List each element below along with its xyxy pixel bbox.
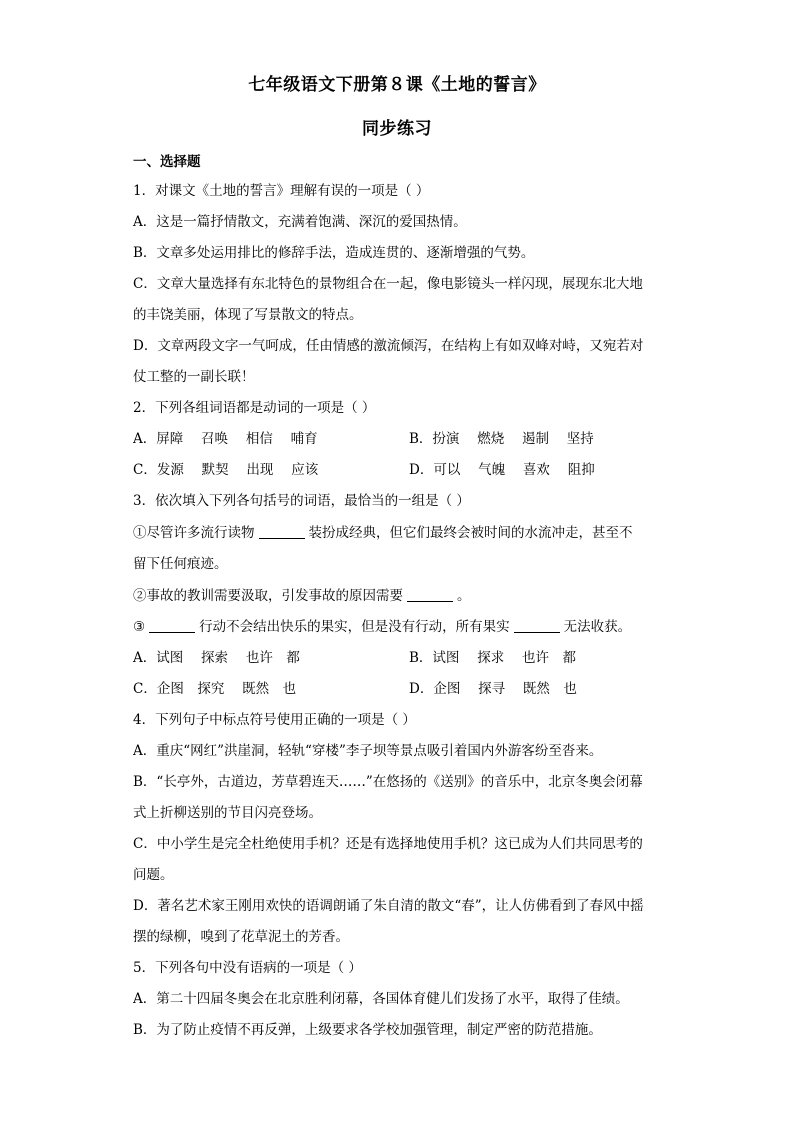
q1-option-c-line2: 的丰饶美丽，体现了写景散文的特点。 xyxy=(133,307,363,323)
q3-option-d: D．企图 探寻 既然 也 xyxy=(409,681,577,697)
q1-stem: 1．对课文《土地的誓言》理解有误的一项是（ ） xyxy=(133,183,430,199)
fill-blank xyxy=(407,587,453,602)
fill-blank xyxy=(514,618,560,633)
q3-sentence-3 xyxy=(133,617,631,637)
q1-option-d-line1: D．文章两段文字一气呵成，任由情感的激流倾泻，在结构上有如双峰对峙，又宛若对 xyxy=(133,338,644,354)
q4-option-c-line2: 问题。 xyxy=(133,867,174,883)
q4-option-a: A．重庆“网红”洪崖洞，轻轨“穿楼”李子坝等景点吸引着国内外游客纷至沓来。 xyxy=(133,743,603,759)
q2-option-d: D．可以 气魄 喜欢 阻抑 xyxy=(409,462,595,478)
q3-option-b: B．试图 探求 也许 都 xyxy=(409,650,577,666)
q1-option-a: A．这是一篇抒情散文，充满着饱满、深沉的爱国热情。 xyxy=(133,214,467,230)
q3-sentence-3-text-mid: 行动不会结出快乐的果实，但是没有行动，所有果实 xyxy=(199,619,510,635)
fill-blank xyxy=(259,524,305,539)
q2-option-c: C．发源 默契 出现 应该 xyxy=(133,462,319,478)
q5-option-a: A．第二十四届冬奥会在北京胜利闭幕，各国体育健儿们发扬了水平，取得了佳绩。 xyxy=(133,991,629,1007)
q4-option-d-line2: 摆的绿柳，嗅到了花草泥土的芳香。 xyxy=(133,929,349,945)
q3-sentence-1 xyxy=(133,523,633,543)
fill-blank xyxy=(149,618,195,633)
q4-stem: 4．下列句子中标点符号使用正确的一项是（ ） xyxy=(133,712,416,728)
q1-option-b: B．文章多处运用排比的修辞手法，造成连贯的、逐渐增强的气势。 xyxy=(133,245,535,261)
q3-sentence-1-cont: 留下任何痕迹。 xyxy=(133,556,228,572)
q1-option-d-line2: 仗工整的一副长联！ xyxy=(133,369,255,385)
q2-option-a: A．屏障 召唤 相信 哺育 xyxy=(133,431,318,447)
section-heading: 一、选择题 xyxy=(133,154,201,170)
q3-sentence-3-text-pre: ③ xyxy=(133,619,146,635)
q3-sentence-2 xyxy=(133,586,471,606)
q1-option-c-line1: C．文章大量选择有东北特色的景物组合在一起，像电影镜头一样闪现，展现东北大地 xyxy=(133,276,643,292)
q5-stem: 5．下列各句中没有语病的一项是（ ） xyxy=(133,960,362,976)
q3-sentence-2-text-pre: ②事故的教训需要汲取，引发事故的原因需要 xyxy=(133,588,403,604)
q3-option-c: C．企图 探究 既然 也 xyxy=(133,681,297,697)
document-subtitle: 同步练习 xyxy=(362,119,432,139)
document-title: 七年级语文下册第８课《土地的誓言》 xyxy=(248,75,546,95)
q3-option-a: A．试图 探索 也许 都 xyxy=(133,650,300,666)
q3-sentence-1-text-pre: ①尽管许多流行读物 xyxy=(133,525,255,541)
q4-option-c-line1: C．中小学生是完全杜绝使用手机？还是有选择地使用手机？这已成为人们共同思考的 xyxy=(133,836,643,852)
q5-option-b: B．为了防止疫情不再反弹，上级要求各学校加强管理，制定严密的防范措施。 xyxy=(133,1022,602,1038)
q2-option-b: B．扮演 燃烧 遏制 坚持 xyxy=(409,431,594,447)
q4-option-d-line1: D．著名艺术家王刚用欢快的语调朗诵了朱自清的散文“春”，让人仿佛看到了春风中摇 xyxy=(133,898,644,914)
q4-option-b-line2: 式上折柳送别的节目闪亮登场。 xyxy=(133,805,322,821)
q3-stem: 3．依次填入下列各句括号的词语，最恰当的一组是（ ） xyxy=(133,493,470,509)
q4-option-b-line1: B．“长亭外，古道边，芳草碧连天……”在悠扬的《送别》的音乐中，北京冬奥会闭幕 xyxy=(133,774,643,790)
q3-sentence-2-text-post: 。 xyxy=(457,588,471,604)
q3-sentence-3-text-post: 无法收获。 xyxy=(563,619,632,635)
q2-stem: 2．下列各组词语都是动词的一项是（ ） xyxy=(133,400,376,416)
q3-sentence-1-text-post: 装扮成经典，但它们最终会被时间的水流冲走，甚至不 xyxy=(308,525,633,541)
